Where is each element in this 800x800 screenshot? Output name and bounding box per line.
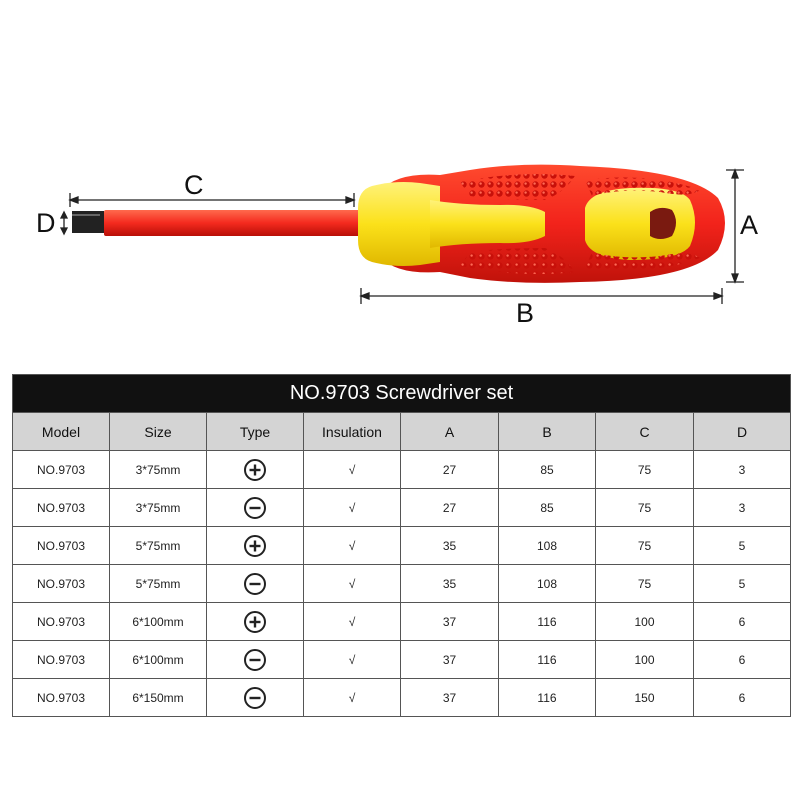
cell-c: 75 xyxy=(596,527,694,565)
phillips-icon xyxy=(243,534,267,558)
cell-b: 85 xyxy=(499,451,596,489)
table-row xyxy=(13,489,791,527)
cell-type xyxy=(207,603,304,641)
cell-model: NO.9703 xyxy=(13,603,110,641)
header-type: Type xyxy=(207,413,304,451)
cell-size: 6*100mm xyxy=(110,641,207,679)
phillips-icon xyxy=(243,610,267,634)
cell-size: 6*100mm xyxy=(110,603,207,641)
handle-collar xyxy=(358,182,440,266)
cell-c: 100 xyxy=(596,641,694,679)
header-d: D xyxy=(694,413,791,451)
slotted-icon xyxy=(243,686,267,710)
cell-d: 3 xyxy=(694,489,791,527)
header-insulation: Insulation xyxy=(304,413,401,451)
cell-b: 85 xyxy=(499,489,596,527)
cell-type xyxy=(207,641,304,679)
slotted-icon xyxy=(243,572,267,596)
cell-d: 3 xyxy=(694,451,791,489)
header-b: B xyxy=(499,413,596,451)
table-row xyxy=(13,451,791,489)
table-row xyxy=(13,641,791,679)
cell-b: 116 xyxy=(499,641,596,679)
cell-b: 116 xyxy=(499,603,596,641)
table-row xyxy=(13,527,791,565)
shaft xyxy=(104,210,360,236)
cell-size: 5*75mm xyxy=(110,527,207,565)
cell-b: 116 xyxy=(499,679,596,717)
cell-type xyxy=(207,489,304,527)
dimension-d-label: D xyxy=(36,208,56,238)
hang-hole xyxy=(650,208,676,239)
table-body xyxy=(13,451,791,717)
cell-d: 6 xyxy=(694,679,791,717)
cell-insulation: √ xyxy=(304,527,401,565)
cell-insulation: √ xyxy=(304,489,401,527)
header-model: Model xyxy=(13,413,110,451)
cell-c: 75 xyxy=(596,451,694,489)
cell-a: 35 xyxy=(401,565,499,603)
cell-model: NO.9703 xyxy=(13,565,110,603)
cell-model: NO.9703 xyxy=(13,451,110,489)
cell-a: 27 xyxy=(401,451,499,489)
screwdriver-diagram xyxy=(0,0,800,345)
handle-grip-window xyxy=(585,188,695,260)
cell-size: 3*75mm xyxy=(110,451,207,489)
cell-type xyxy=(207,451,304,489)
dimension-c-label: C xyxy=(184,170,204,200)
cell-model: NO.9703 xyxy=(13,527,110,565)
cell-a: 37 xyxy=(401,679,499,717)
cell-type xyxy=(207,565,304,603)
cell-insulation: √ xyxy=(304,679,401,717)
cell-insulation: √ xyxy=(304,603,401,641)
header-a: A xyxy=(401,413,499,451)
cell-size: 5*75mm xyxy=(110,565,207,603)
cell-c: 75 xyxy=(596,565,694,603)
cell-c: 75 xyxy=(596,489,694,527)
cell-a: 27 xyxy=(401,489,499,527)
table-row xyxy=(13,603,791,641)
cell-a: 37 xyxy=(401,641,499,679)
cell-b: 108 xyxy=(499,527,596,565)
cell-a: 37 xyxy=(401,603,499,641)
cell-model: NO.9703 xyxy=(13,489,110,527)
table-header-row xyxy=(13,413,791,451)
table-title-row xyxy=(13,375,791,413)
cell-c: 100 xyxy=(596,603,694,641)
cell-d: 6 xyxy=(694,603,791,641)
header-size: Size xyxy=(110,413,207,451)
dimension-d-arrows xyxy=(61,212,67,234)
cell-d: 6 xyxy=(694,641,791,679)
cell-insulation: √ xyxy=(304,641,401,679)
cell-a: 35 xyxy=(401,527,499,565)
cell-insulation: √ xyxy=(304,565,401,603)
slotted-icon xyxy=(243,648,267,672)
dimension-b-line xyxy=(361,288,722,304)
cell-size: 3*75mm xyxy=(110,489,207,527)
header-c: C xyxy=(596,413,694,451)
dimension-b-label: B xyxy=(516,298,535,328)
table-row xyxy=(13,679,791,717)
table-row xyxy=(13,565,791,603)
cell-d: 5 xyxy=(694,565,791,603)
cell-d: 5 xyxy=(694,527,791,565)
cell-type xyxy=(207,527,304,565)
dimension-c-line xyxy=(70,193,354,207)
cell-c: 150 xyxy=(596,679,694,717)
cell-insulation: √ xyxy=(304,451,401,489)
dimension-a-label: A xyxy=(740,210,759,240)
cell-type xyxy=(207,679,304,717)
table-title: NO.9703 Screwdriver set xyxy=(13,375,791,413)
cell-model: NO.9703 xyxy=(13,679,110,717)
spec-table xyxy=(12,374,791,717)
screwdriver-illustration xyxy=(0,0,800,345)
slotted-icon xyxy=(243,496,267,520)
cell-size: 6*150mm xyxy=(110,679,207,717)
cell-b: 108 xyxy=(499,565,596,603)
phillips-icon xyxy=(243,458,267,482)
cell-model: NO.9703 xyxy=(13,641,110,679)
handle-yellow-band xyxy=(430,200,545,248)
